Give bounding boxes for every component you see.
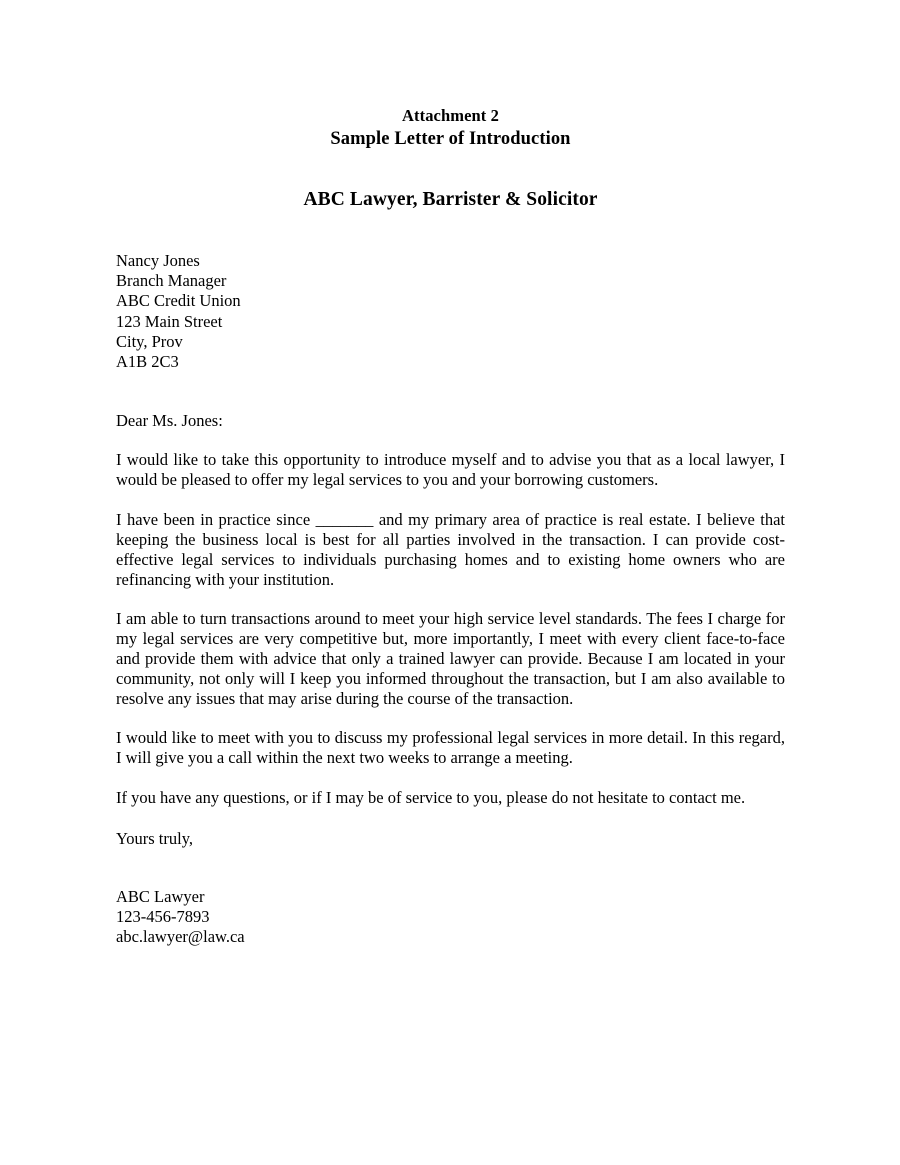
closing-salutation: Yours truly, [116, 829, 194, 848]
page-title: Sample Letter of Introduction [330, 129, 571, 149]
attachment-label: Attachment 2 [402, 106, 499, 125]
sender-phone: 123-456-7893 [116, 907, 210, 927]
firm-name: ABC Lawyer, Barrister & Solicitor [303, 189, 598, 210]
heading-group [116, 105, 785, 152]
document-heading [116, 105, 785, 152]
sender-name: ABC Lawyer [116, 887, 205, 906]
body-paragraph-4-block [116, 728, 785, 768]
body-paragraph-1: I would like to take this opportunity to introduce myself and to advise you that as a local lawyer, I would be pleased to offer my legal services to you and your borrowing customers. [116, 450, 785, 489]
body-paragraph-2-block [116, 510, 785, 590]
recipient-organization: ABC Credit Union [116, 291, 241, 311]
recipient-name: Nancy Jones [116, 251, 200, 270]
signature-lines [116, 887, 785, 948]
recipient-job-title: Branch Manager [116, 271, 227, 291]
address-lines [116, 251, 785, 372]
closing-block [116, 829, 785, 849]
body-paragraph-5: If you have any questions, or if I may be of service to you, please do not hesitate to contact me. [116, 788, 746, 807]
signature-block [116, 887, 785, 948]
recipient-address-block [116, 251, 785, 372]
body-paragraph-1-block [116, 450, 785, 490]
body-paragraph-3: I am able to turn transactions around to meet your high service level standards. The fees I charge for my legal services are very competitive but, more importantly, I meet with every client face-to-face and provide them with advice that only a trained lawyer can provide. Because I am located in your community, not only will I keep you informed throughout the transaction, but I am also available to resolve any issues that may arise during the course of the transaction. [116, 609, 785, 708]
body-paragraph-5-block [116, 788, 785, 808]
body-paragraph-4: I would like to meet with you to discuss my professional legal services in more detail. In this regard, I will give you a call within the next two weeks to arrange a meeting. [116, 728, 785, 767]
recipient-city-province: City, Prov [116, 331, 183, 351]
salutation-block [116, 411, 785, 431]
sender-email: abc.lawyer@law.ca [116, 927, 245, 947]
salutation: Dear Ms. Jones: [116, 411, 223, 430]
body-paragraph-2: I have been in practice since _______ and my primary area of practice is real estate. I believe that keeping the business local is best for all parties involved in the transaction. I can provide cost-effective legal services to individuals purchasing homes and to existing home owners who are refinancing with your institution. [116, 510, 785, 589]
body-paragraph-3-block [116, 609, 785, 709]
recipient-postal-code: A1B 2C3 [116, 352, 179, 372]
firm-name-heading [116, 187, 785, 213]
recipient-street: 123 Main Street [116, 311, 223, 331]
